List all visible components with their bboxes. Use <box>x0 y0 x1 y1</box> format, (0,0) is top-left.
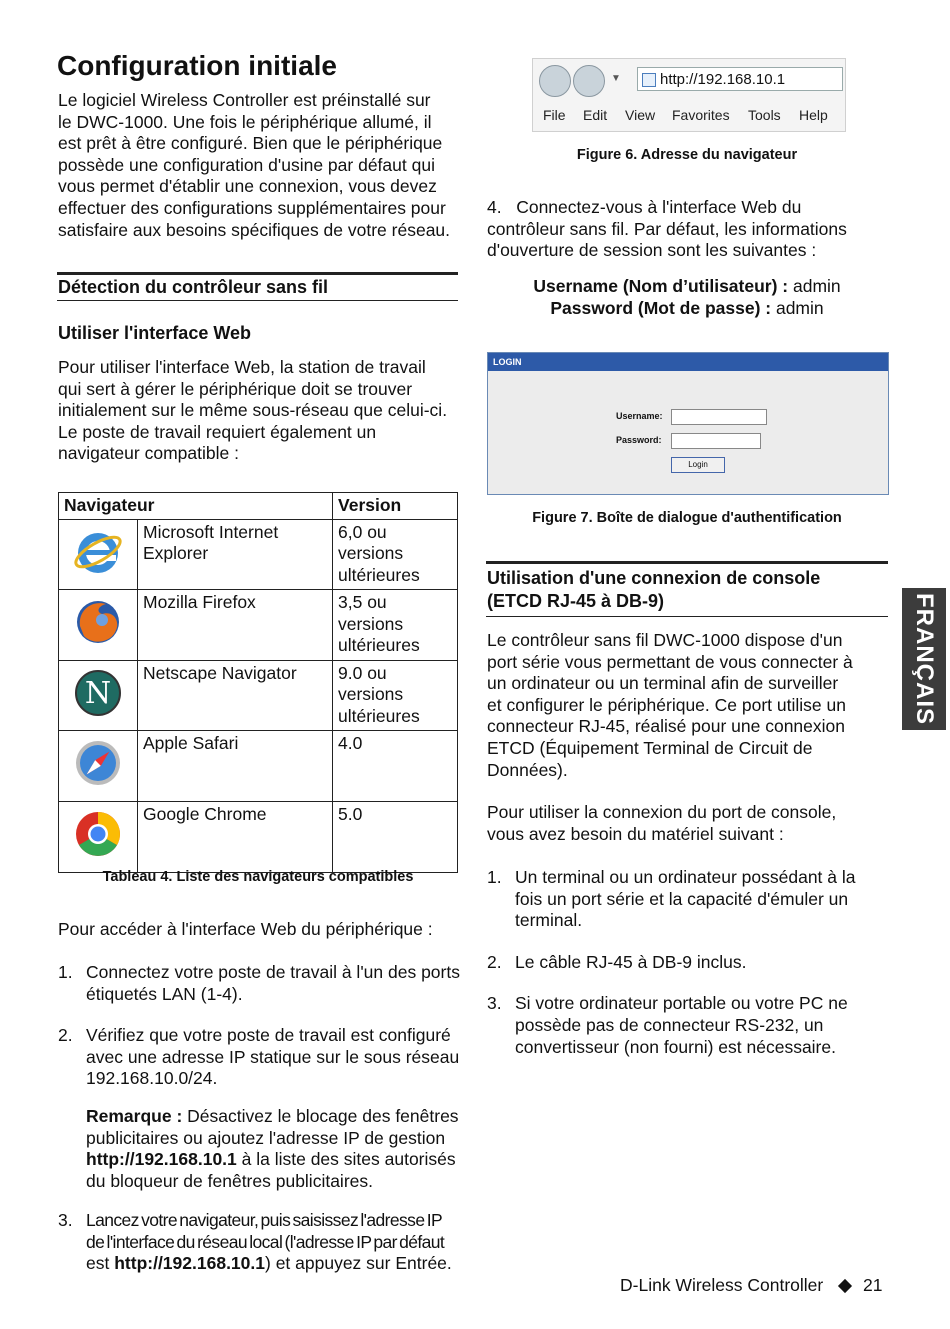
table-row <box>59 519 458 590</box>
browser-name: Google Chrome <box>138 801 333 872</box>
password-label: Password: <box>616 435 662 445</box>
username-field <box>671 409 767 425</box>
section-rule-top <box>57 272 458 275</box>
firefox-icon <box>72 596 124 648</box>
credentials-block: Username (Nom d’utilisateur) : admin Password (Mot de passe) : admin <box>533 276 841 318</box>
browser-name: Microsoft Internet Explorer <box>138 519 333 590</box>
list-item: 1. Un terminal ou un ordinateur possédant à la fois un port série et la capacité d'émuler un terminal. <box>487 867 856 931</box>
page-title: Configuration initiale <box>57 50 337 81</box>
step3-url: http://192.168.10.1 <box>114 1253 265 1274</box>
browser-version: 3,5 ou versions ultérieures <box>333 590 458 661</box>
browser-version: 4.0 <box>333 731 458 802</box>
step3-block: 3. Lancez votre navigateur, puis saisissez l'adresse IP de l'interface du réseau local (l'adresse IP par défaut est http://192.168.10.1) et appuyez sur Entrée. <box>58 1210 452 1274</box>
menu-edit: Edit <box>583 107 608 123</box>
language-side-tab: FRANÇAIS <box>902 588 946 730</box>
menu-view: View <box>625 107 656 123</box>
access-intro: Pour accéder à l'interface Web du périphérique : <box>58 919 433 939</box>
browser-table <box>58 492 458 873</box>
table-row <box>59 731 458 802</box>
figure7-caption: Figure 7. Boîte de dialogue d'authentification <box>532 510 842 526</box>
menu-tools: Tools <box>748 107 781 123</box>
login-button: Login <box>671 457 725 473</box>
svg-text:N: N <box>84 675 112 711</box>
username-label: Username: <box>616 411 663 421</box>
steps-right <box>487 867 897 1078</box>
list-item: 3. Si votre ordinateur portable ou votre PC ne possède pas de connecteur RS-232, un convertisseur (non fourni) est nécessaire. <box>487 993 848 1057</box>
section2-rule-bottom <box>486 616 888 617</box>
page-number: 21 <box>863 1275 883 1295</box>
steps-left <box>58 962 478 1110</box>
menu-file: File <box>543 107 566 123</box>
table-row <box>59 660 458 731</box>
web-intro-paragraph: Pour utiliser l'interface Web, la station de travail qui sert à gérer le périphérique doit se trouver initialement sur le même sous-réseau que celui-ci. Le poste de travail requiert également un navigateur compatible : <box>58 357 448 464</box>
console-paragraph-2: Pour utiliser la connexion du port de console, vous avez besoin du matériel suivant : <box>487 802 837 844</box>
diamond-icon <box>838 1279 852 1293</box>
footer-product: D-Link Wireless Controller <box>620 1275 824 1295</box>
login-titlebar: LOGIN <box>488 353 888 371</box>
note-url: http://192.168.10.1 <box>86 1149 237 1170</box>
password-field <box>671 433 761 449</box>
list-item: 2. Vérifiez que votre poste de travail est configuré avec une adresse IP statique sur le sous réseau 192.168.10.0/24. <box>58 1025 460 1089</box>
section-title-detection: Détection du contrôleur sans fil <box>58 277 329 297</box>
section-title-console: Utilisation d'une connexion de console (ETCD RJ-45 à DB-9) <box>487 568 821 611</box>
subsection-title: Utiliser l'interface Web <box>58 323 252 343</box>
table-row <box>59 590 458 661</box>
forward-icon <box>573 65 605 97</box>
table-header-row <box>59 493 458 520</box>
internet-explorer-icon <box>72 526 124 578</box>
browser-name: Netscape Navigator <box>138 660 333 731</box>
list-item: 1. Connectez votre poste de travail à l'un des ports étiquetés LAN (1-4). <box>58 962 460 1004</box>
console-paragraph-1: Le contrôleur sans fil DWC-1000 dispose d'un port série vous permettant de vous connecter à un ordinateur ou un terminal afin de surveiller et configurer le périphérique. Ce port utilise un connecteur RJ-45, réalisé pour une connexion ETCD (Équipement Terminal de Circuit de Données). <box>487 630 853 780</box>
login-dialog-figure <box>487 352 889 495</box>
address-bar: http://192.168.10.1 <box>637 67 843 91</box>
browser-name: Apple Safari <box>138 731 333 802</box>
browser-version: 6,0 ou versions ultérieures <box>333 519 458 590</box>
browser-name: Mozilla Firefox <box>138 590 333 661</box>
intro-paragraph: Le logiciel Wireless Controller est préinstallé sur le DWC-1000. Une fois le périphérique allumé, il est prêt à être configuré. Bien que le périphérique possède une configuration d'usine par défaut qui vous permet d'établir une connexion, vous devez effectuer des configurations supplémentaires pour satisfaire aux besoins spécifiques de votre réseau. <box>58 90 451 240</box>
note-label: Remarque : <box>86 1106 183 1126</box>
page-icon <box>642 73 656 87</box>
menu-favorites: Favorites <box>672 107 730 123</box>
col-header-browser: Navigateur <box>59 493 333 520</box>
section-rule-bottom <box>57 300 458 301</box>
browser-address-figure <box>532 58 846 132</box>
note-block: Remarque : Désactivez le blocage des fenêtres publicitaires ou ajoutez l'adresse IP de gestion http://192.168.10.1 à la liste des sites autorisés du bloqueur de fenêtres publicitaires. <box>86 1106 459 1191</box>
chrome-icon <box>72 808 124 860</box>
table-caption: Tableau 4. Liste des navigateurs compatibles <box>102 869 414 885</box>
browser-version: 5.0 <box>333 801 458 872</box>
browser-version: 9.0 ou versions ultérieures <box>333 660 458 731</box>
safari-icon <box>72 737 124 789</box>
col-header-version: Version <box>333 493 458 520</box>
page-footer <box>620 1275 882 1297</box>
table-row <box>59 801 458 872</box>
section2-rule-top <box>486 561 888 564</box>
dropdown-icon: ▼ <box>611 73 621 84</box>
list-item: 2. Le câble RJ-45 à DB-9 inclus. <box>487 951 747 972</box>
menu-help: Help <box>799 107 828 123</box>
figure6-caption: Figure 6. Adresse du navigateur <box>576 147 798 163</box>
back-icon <box>539 65 571 97</box>
netscape-icon <box>72 667 124 719</box>
step4-block: 4. Connectez-vous à l'interface Web du contrôleur sans fil. Par défaut, les informations d'ouverture de session sont les suivantes : <box>487 197 847 261</box>
